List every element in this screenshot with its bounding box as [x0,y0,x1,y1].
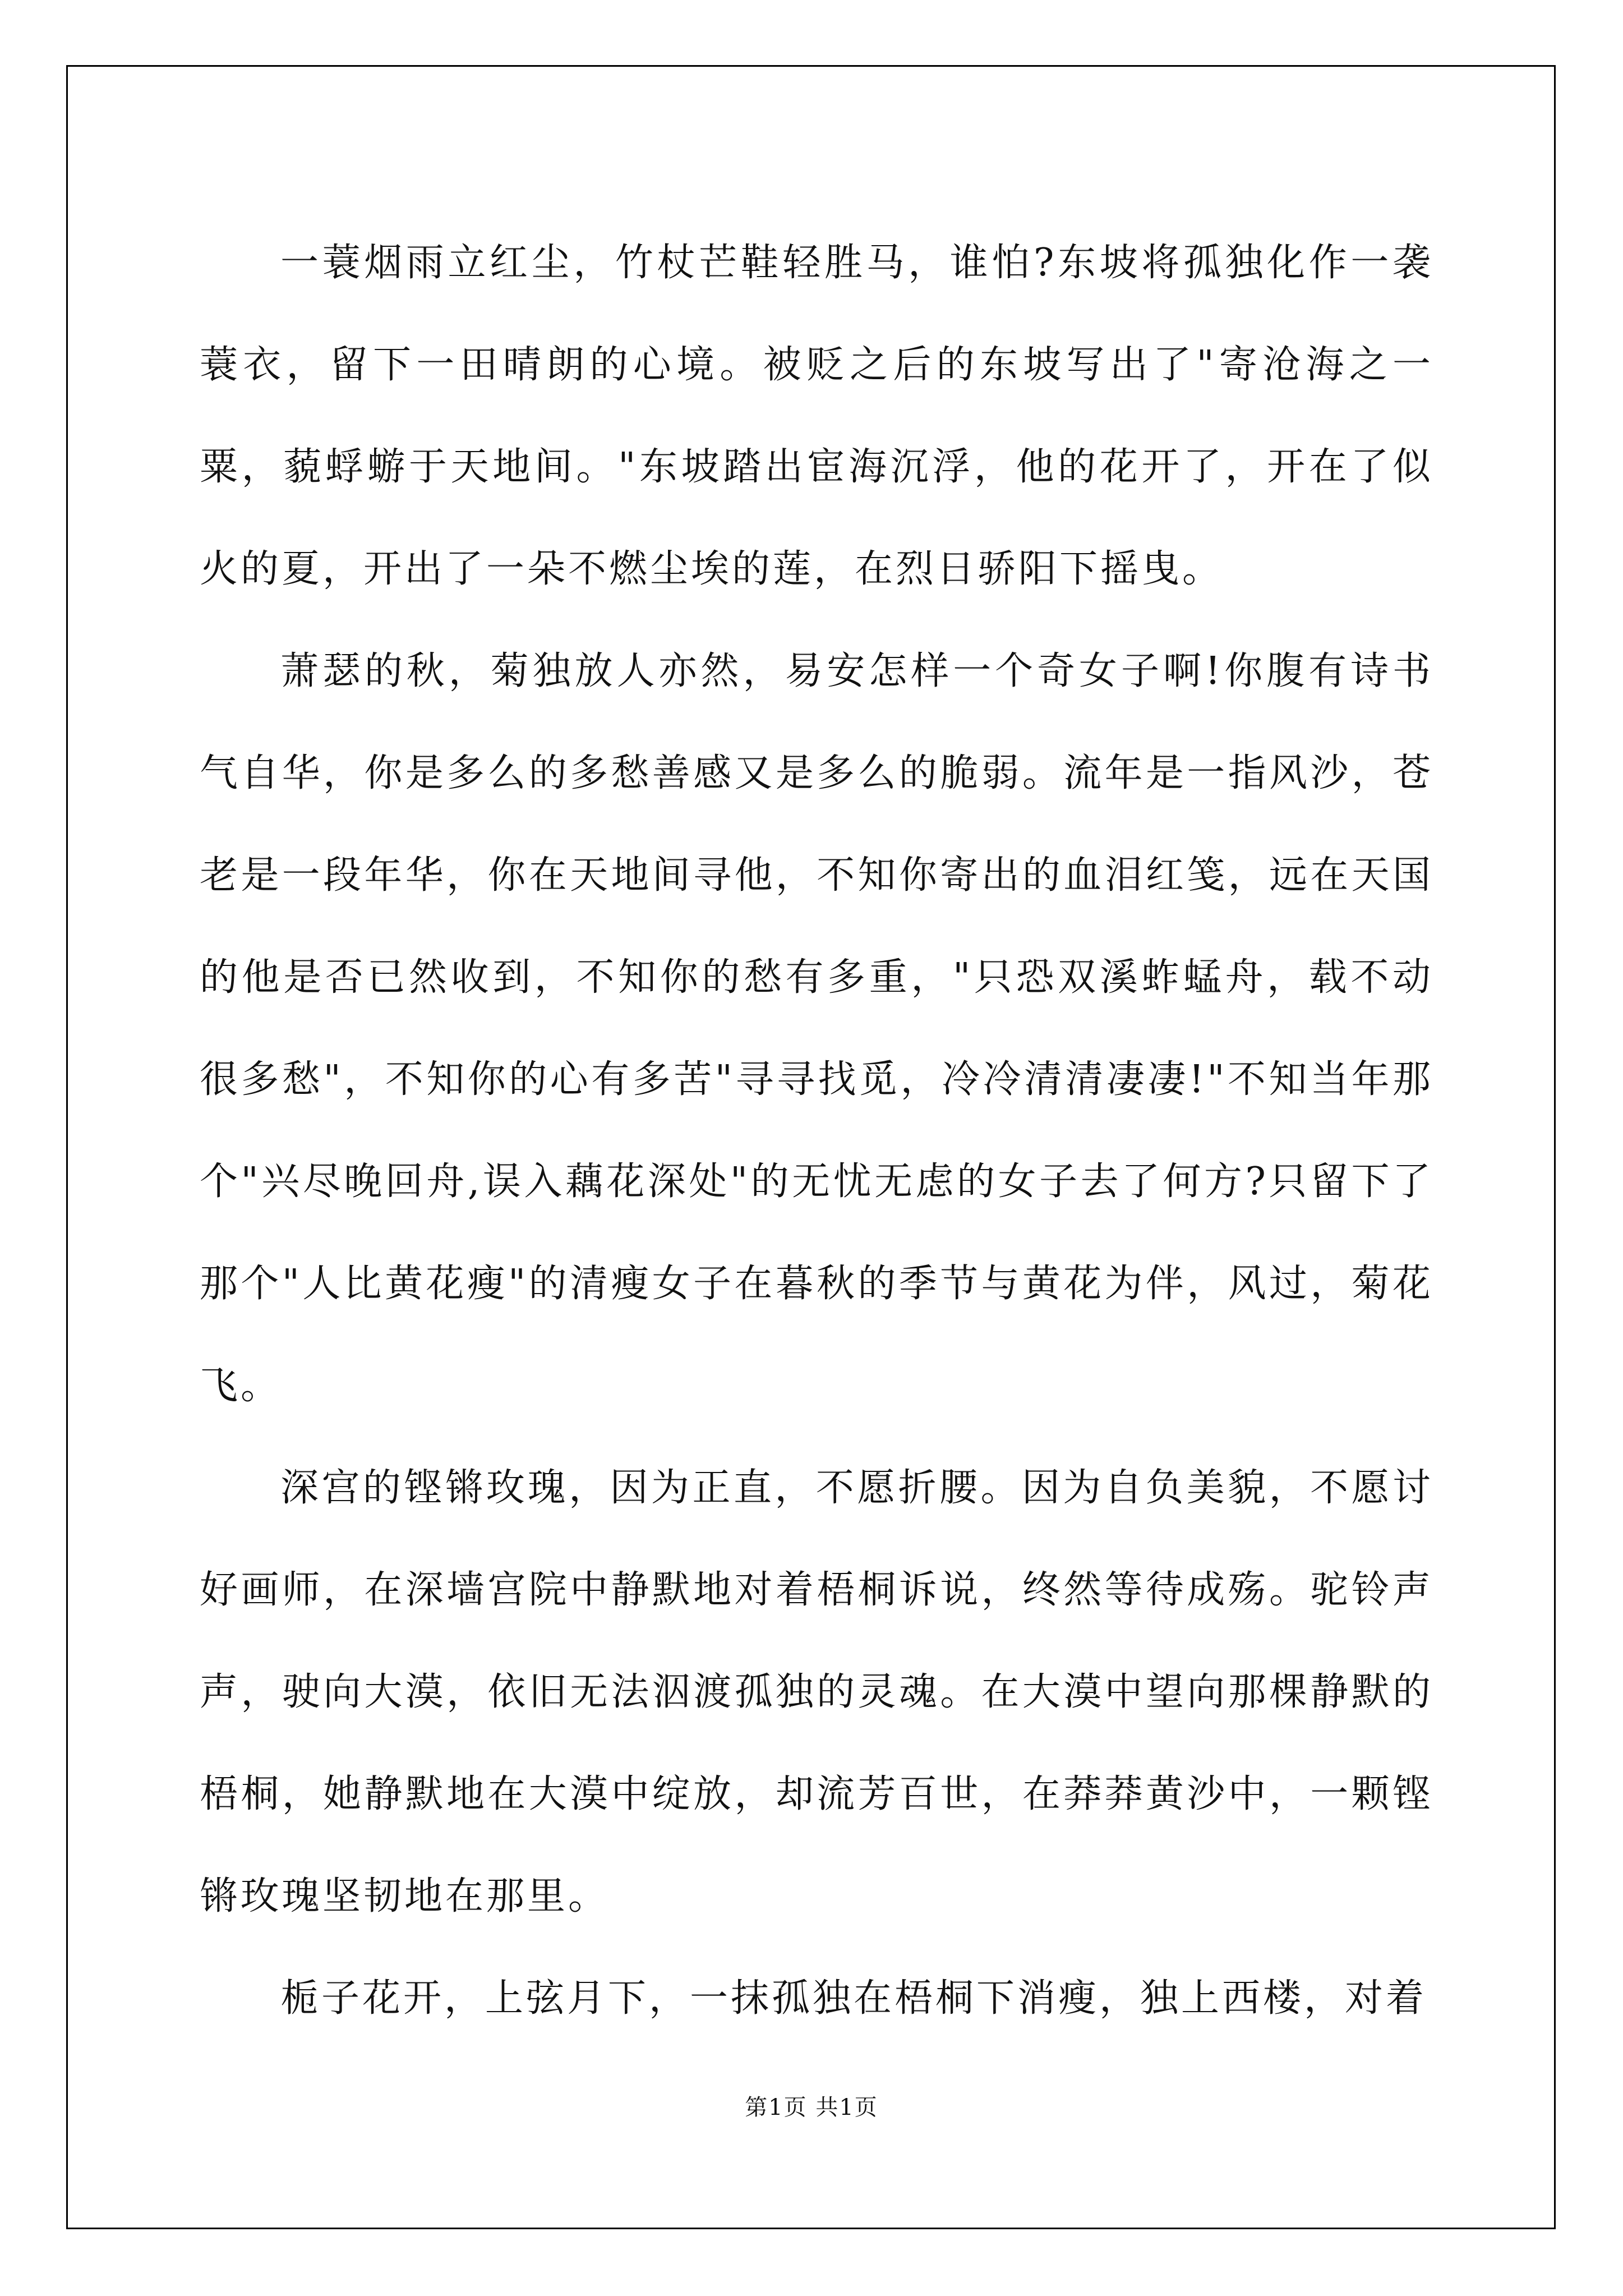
page-number-footer: 第1页 共1页 [745,2095,878,2120]
paragraph-2: 萧瑟的秋，菊独放人亦然，易安怎样一个奇女子啊!你腹有诗书气自华，你是多么的多愁善感又是多么的脆弱。流年是一指风沙，苍老是一段年华，你在天地间寻他，不知你寄出的血泪红笺，远在天国的他是否已然收到，不知你的愁有多重，"只恐双溪蚱蜢舟，载不动很多愁"，不知你的心有多苦"寻寻找觅，冷冷清清凄凄!"不知当年那个"兴尽晚回舟,误入藕花深处"的无忧无虑的女子去了何方?只留下了那个"人比黄花瘦"的清瘦女子在暮秋的季节与黄花为伴，风过，菊花飞。 [200,649,1433,1408]
document-body [200,212,1433,2050]
paragraph-3: 深宫的铿锵玫瑰，因为正直，不愿折腰。因为自负美貌，不愿讨好画师，在深墙宫院中静默地对着梧桐诉说，终然等待成殇。驼铃声声，驶向大漠，依旧无法泅渡孤独的灵魂。在大漠中望向那棵静默的梧桐，她静默地在大漠中绽放，却流芳百世，在莽莽黄沙中，一颗铿锵玫瑰坚韧地在那里。 [200,1466,1433,1918]
paragraph-4: 栀子花开，上弦月下，一抹孤独在梧桐下消瘦，独上西楼，对着 [280,1976,1427,2021]
paragraph-1: 一蓑烟雨立红尘，竹杖芒鞋轻胜马，谁怕?东坡将孤独化作一袭蓑衣，留下一田晴朗的心境。被贬之后的东坡写出了"寄沧海之一粟，藐蜉蝣于天地间。"东坡踏出宦海沉浮，他的花开了，开在了似火的夏，开出了一朵不燃尘埃的莲，在烈日骄阳下摇曳。 [200,241,1433,591]
